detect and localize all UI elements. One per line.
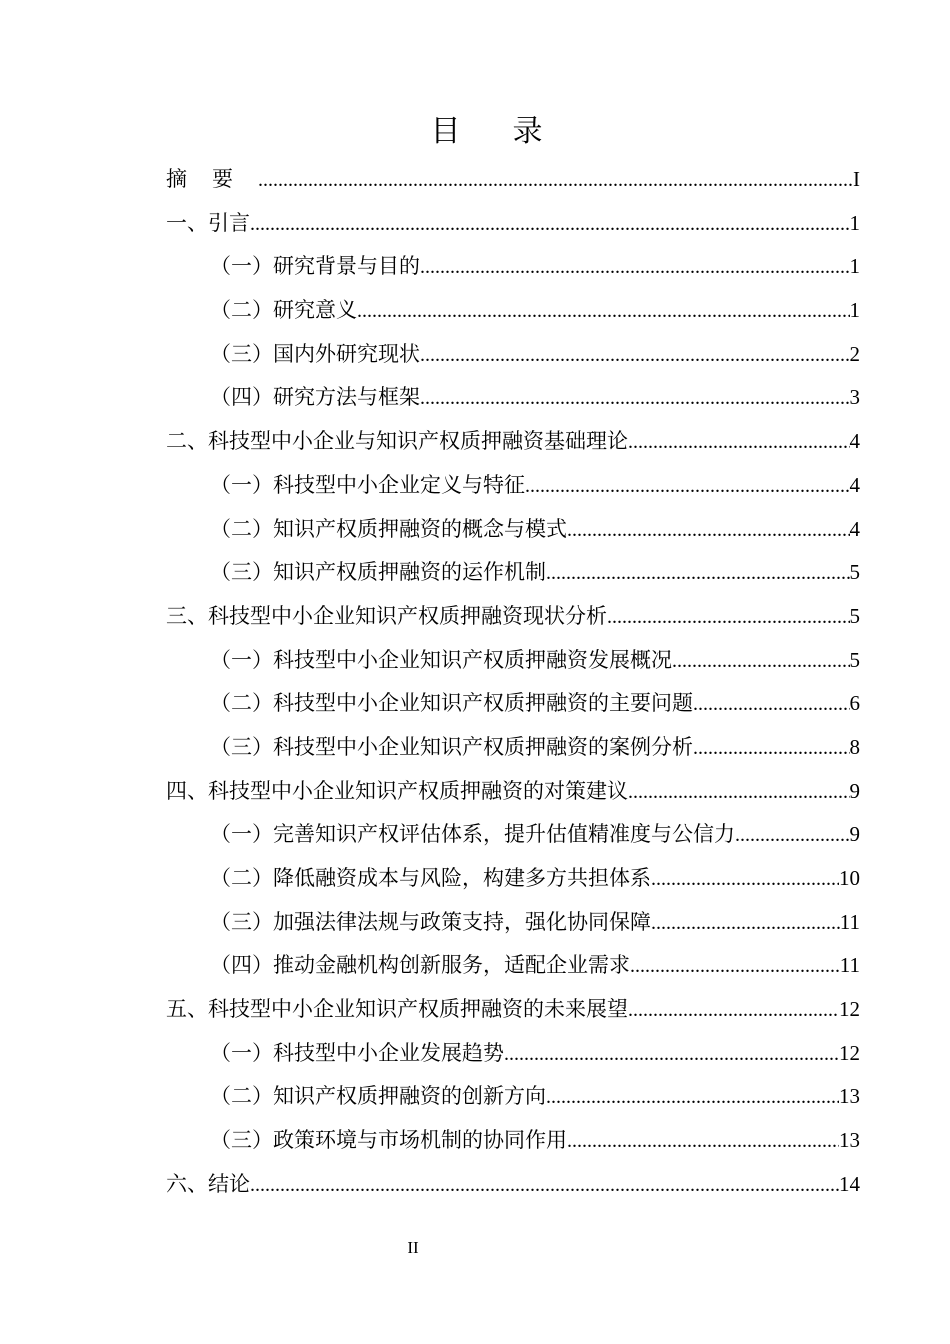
toc-entry[interactable] bbox=[166, 1032, 860, 1076]
toc-leader-dots bbox=[693, 683, 850, 727]
toc-entry-label: （二）科技型中小企业知识产权质押融资的主要问题 bbox=[210, 691, 693, 716]
toc-entry-page: 5 bbox=[849, 560, 860, 585]
toc-entry-page: 9 bbox=[849, 778, 860, 803]
toc-entry[interactable] bbox=[166, 639, 860, 683]
toc-leader-dots bbox=[525, 465, 850, 509]
toc-leader-dots bbox=[607, 596, 850, 640]
toc-entry-label: （一）完善知识产权评估体系，提升估值精准度与公信力 bbox=[210, 822, 735, 847]
toc-entry-page: 3 bbox=[849, 385, 860, 410]
toc-entry[interactable] bbox=[166, 376, 860, 420]
toc-entry-label: （一）科技型中小企业发展趋势 bbox=[210, 1040, 504, 1065]
page-number: II bbox=[407, 1238, 419, 1257]
toc-entry[interactable] bbox=[166, 245, 860, 289]
toc-entry-label: （二）知识产权质押融资的概念与模式 bbox=[210, 516, 567, 541]
toc-entry-page: 4 bbox=[849, 516, 860, 541]
toc-entry-page: 11 bbox=[839, 909, 860, 934]
toc-entry-page: 1 bbox=[849, 298, 860, 323]
toc-entry-label: （二）研究意义 bbox=[210, 298, 357, 323]
toc-entry[interactable] bbox=[166, 595, 860, 639]
toc-entry-label: （三）政策环境与市场机制的协同作用 bbox=[210, 1128, 567, 1153]
toc-entry-page: 5 bbox=[849, 603, 860, 628]
toc-entry-label: 二、科技型中小企业与知识产权质押融资基础理论 bbox=[166, 429, 628, 454]
toc-entry-page: 13 bbox=[839, 1084, 860, 1109]
toc-entry[interactable] bbox=[166, 508, 860, 552]
toc-entry-label: （二）知识产权质押融资的创新方向 bbox=[210, 1084, 546, 1109]
toc-entry-label: 三、科技型中小企业知识产权质押融资现状分析 bbox=[166, 603, 607, 628]
toc-entry-page: 1 bbox=[849, 254, 860, 279]
toc-entry-label: （一）科技型中小企业定义与特征 bbox=[210, 472, 525, 497]
toc-entry[interactable] bbox=[166, 420, 860, 464]
toc-leader-dots bbox=[546, 552, 850, 596]
toc-entry-page: 6 bbox=[849, 691, 860, 716]
toc-leader-dots bbox=[504, 1033, 839, 1077]
toc-entry-label: 四、科技型中小企业知识产权质押融资的对策建议 bbox=[166, 778, 628, 803]
toc-entry-page: 5 bbox=[849, 647, 860, 672]
toc-entry[interactable] bbox=[166, 551, 860, 595]
toc-leader-dots bbox=[258, 159, 853, 203]
toc-entry-label: （三）科技型中小企业知识产权质押融资的案例分析 bbox=[210, 734, 693, 759]
toc-entry-page: 9 bbox=[849, 822, 860, 847]
toc-entry-page: 12 bbox=[839, 997, 860, 1022]
toc-entry[interactable] bbox=[166, 158, 860, 202]
toc-leader-dots bbox=[420, 377, 850, 421]
toc-leader-dots bbox=[546, 1076, 839, 1120]
toc-entry-label: （三）知识产权质押融资的运作机制 bbox=[210, 560, 546, 585]
toc-entry-page: 14 bbox=[839, 1171, 860, 1196]
toc-leader-dots bbox=[420, 334, 850, 378]
toc-entry[interactable] bbox=[166, 1075, 860, 1119]
toc-entry-page: 12 bbox=[839, 1040, 860, 1065]
page-title: 目录 bbox=[430, 114, 595, 149]
toc-entry-label: 摘要 bbox=[166, 167, 258, 191]
toc-entry-page: 13 bbox=[839, 1128, 860, 1153]
toc-leader-dots bbox=[630, 945, 840, 989]
toc-entry[interactable] bbox=[166, 333, 860, 377]
toc-entry[interactable] bbox=[166, 202, 860, 246]
toc-entry[interactable] bbox=[166, 901, 860, 945]
toc-entry[interactable] bbox=[166, 770, 860, 814]
toc-entry[interactable] bbox=[166, 857, 860, 901]
toc-entry[interactable] bbox=[166, 1163, 860, 1207]
toc-entry-label: （二）降低融资成本与风险，构建多方共担体系 bbox=[210, 866, 651, 890]
toc-entry-label: （四）推动金融机构创新服务，适配企业需求 bbox=[210, 953, 630, 978]
toc-leader-dots bbox=[420, 246, 850, 290]
toc-entry-page: I bbox=[853, 167, 860, 191]
toc-leader-dots bbox=[357, 290, 850, 334]
toc-entry-label: 五、科技型中小企业知识产权质押融资的未来展望 bbox=[166, 997, 628, 1022]
toc-entry[interactable] bbox=[166, 944, 860, 988]
table-of-contents bbox=[166, 158, 860, 1207]
toc-entry-page: 1 bbox=[849, 210, 860, 235]
toc-entry-label: （三）加强法律法规与政策支持，强化协同保障 bbox=[210, 909, 651, 934]
toc-entry-label: （一）研究背景与目的 bbox=[210, 254, 420, 279]
toc-entry-label: 一、引言 bbox=[166, 210, 250, 235]
toc-entry-page: 10 bbox=[839, 866, 860, 890]
toc-entry[interactable] bbox=[166, 682, 860, 726]
toc-entry[interactable] bbox=[166, 813, 860, 857]
toc-leader-dots bbox=[567, 509, 850, 553]
toc-entry-label: （四）研究方法与框架 bbox=[210, 385, 420, 410]
toc-entry-page: 11 bbox=[839, 953, 860, 978]
toc-leader-dots bbox=[672, 640, 850, 684]
toc-leader-dots bbox=[651, 902, 840, 946]
toc-leader-dots bbox=[250, 1164, 839, 1208]
toc-entry-label: （三）国内外研究现状 bbox=[210, 341, 420, 366]
toc-leader-dots bbox=[567, 1120, 839, 1164]
toc-entry[interactable] bbox=[166, 1119, 860, 1163]
toc-entry[interactable] bbox=[166, 464, 860, 508]
toc-entry-label: （一）科技型中小企业知识产权质押融资发展概况 bbox=[210, 647, 672, 672]
toc-leader-dots bbox=[250, 203, 850, 247]
toc-leader-dots bbox=[628, 989, 839, 1033]
toc-entry[interactable] bbox=[166, 289, 860, 333]
toc-entry[interactable] bbox=[166, 988, 860, 1032]
toc-entry-page: 4 bbox=[849, 429, 860, 454]
toc-entry-page: 2 bbox=[849, 341, 860, 366]
toc-leader-dots bbox=[628, 771, 850, 815]
toc-entry-page: 4 bbox=[849, 472, 860, 497]
toc-entry[interactable] bbox=[166, 726, 860, 770]
toc-entry-page: 8 bbox=[849, 734, 860, 759]
toc-entry-label: 六、结论 bbox=[166, 1171, 250, 1196]
toc-leader-dots bbox=[693, 727, 850, 771]
toc-leader-dots bbox=[651, 858, 839, 902]
toc-leader-dots bbox=[735, 814, 850, 858]
toc-leader-dots bbox=[628, 421, 850, 465]
